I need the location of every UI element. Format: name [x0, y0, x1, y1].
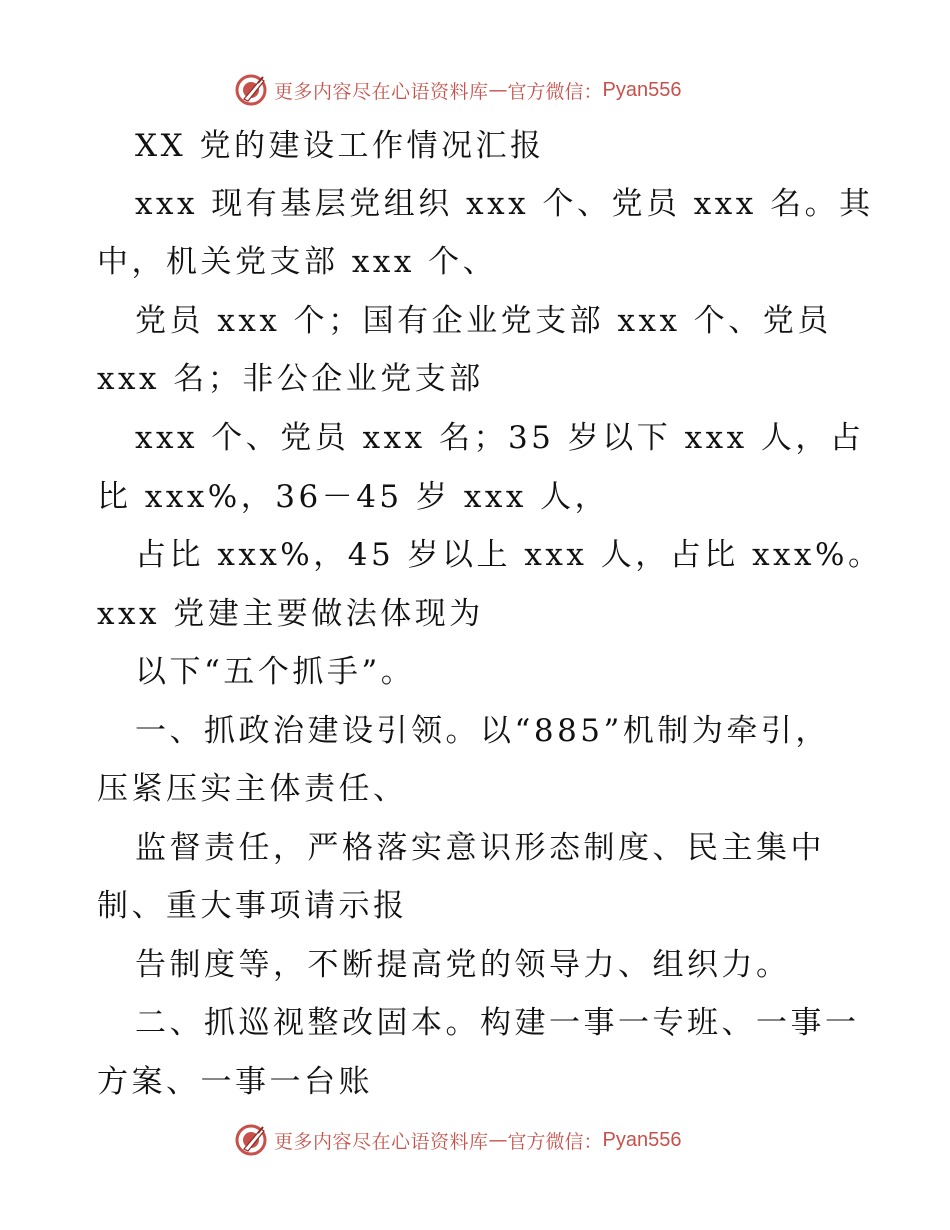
document-line: 中，机关党支部 xxx 个、 — [97, 244, 498, 280]
watermark-banner-top — [234, 70, 682, 110]
document-line: 方案、一事一台账 — [97, 1064, 373, 1100]
document-line: xxx 现有基层党组织 xxx 个、党员 xxx 名。其 — [135, 186, 874, 222]
watermark-separator: — — [488, 79, 508, 101]
quill-logo-icon — [234, 73, 268, 107]
document-line: 二、抓巡视整改固本。构建一事一专班、一事一 — [135, 1005, 860, 1041]
watermark-banner-bottom — [234, 1120, 682, 1160]
document-line: 党员 xxx 个；国有企业党支部 xxx 个、党员 — [135, 303, 832, 339]
document-line: 以下“五个抓手”。 — [135, 654, 416, 690]
document-title: XX 党的建设工作情况汇报 — [135, 128, 545, 164]
quill-logo-icon — [234, 1123, 268, 1157]
document-line: xxx 党建主要做法体现为 — [97, 596, 484, 632]
document-line: 一、抓政治建设引领。以“885”机制为牵引， — [135, 713, 830, 749]
watermark-wechat-label: 官方微信： — [507, 1130, 603, 1153]
watermark-site-text: 更多内容尽在心语资料库 — [274, 1130, 489, 1153]
document-line: 比 xxx%，36－45 岁 xxx 人， — [97, 479, 610, 515]
watermark-wechat-label: 官方微信： — [507, 80, 603, 103]
document-line: 占比 xxx%，45 岁以上 xxx 人，占比 xxx%。 — [135, 537, 883, 573]
document-line: xxx 名；非公企业党支部 — [97, 361, 484, 397]
document-line: 监督责任，严格落实意识形态制度、民主集中 — [135, 830, 825, 866]
watermark-wechat-id: Pyan556 — [602, 78, 682, 101]
document-line: 压紧压实主体责任、 — [97, 771, 408, 807]
watermark-site-text: 更多内容尽在心语资料库 — [274, 80, 489, 103]
document-line: xxx 个、党员 xxx 名；35 岁以下 xxx 人，占 — [135, 420, 865, 456]
document-line: 告制度等，不断提高党的领导力、组织力。 — [135, 947, 791, 983]
watermark-separator: — — [488, 1129, 508, 1151]
watermark-wechat-id: Pyan556 — [602, 1128, 682, 1151]
document-line: 制、重大事项请示报 — [97, 888, 408, 924]
